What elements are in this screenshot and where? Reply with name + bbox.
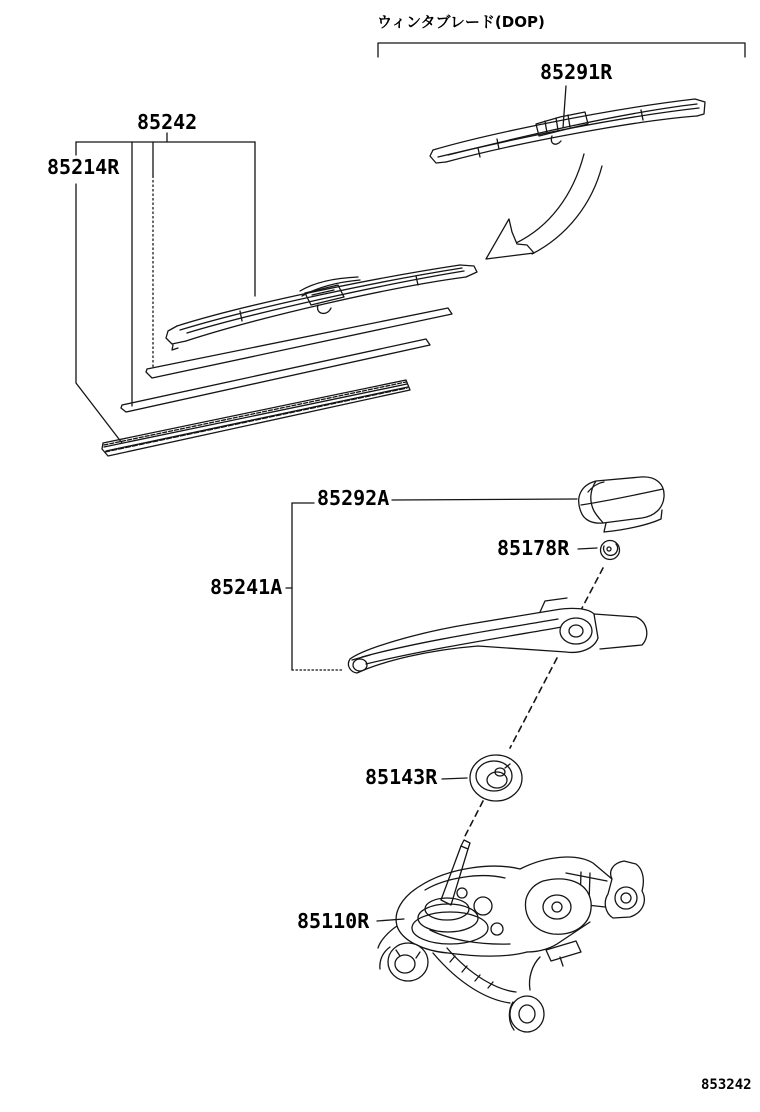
part-label-85292a[interactable]: 85292A — [317, 486, 390, 510]
pivot-grommet-drawing — [442, 755, 522, 801]
part-label-85291r[interactable]: 85291R — [540, 60, 613, 84]
wiper-motor-drawing — [377, 840, 644, 1032]
pivot-nut-drawing — [578, 541, 620, 560]
drawing-code: 853242 — [701, 1077, 752, 1093]
leader-85291r — [563, 86, 566, 128]
group-title-winter-blade: ウィンタブレード(DOP) — [377, 13, 545, 31]
arm-head-cap-drawing — [579, 477, 664, 532]
rubber-strip-lower — [102, 380, 410, 456]
part-label-85242[interactable]: 85242 — [137, 110, 198, 134]
part-label-85143r[interactable]: 85143R — [365, 765, 438, 789]
part-label-85110r[interactable]: 85110R — [297, 909, 370, 933]
winter-blade-drawing — [430, 99, 705, 163]
part-label-85178r[interactable]: 85178R — [497, 536, 570, 560]
rubber-strip-middle — [121, 339, 430, 412]
winter-blade-group-bracket — [378, 43, 745, 57]
part-label-85214r[interactable]: 85214R — [47, 155, 120, 179]
flow-arrow — [486, 154, 602, 259]
part-label-85241a[interactable]: 85241A — [210, 575, 283, 599]
wiper-arm-drawing — [348, 598, 646, 673]
wiper-blade-drawing — [166, 265, 477, 350]
blade-assy-bracket-lines — [76, 133, 255, 443]
